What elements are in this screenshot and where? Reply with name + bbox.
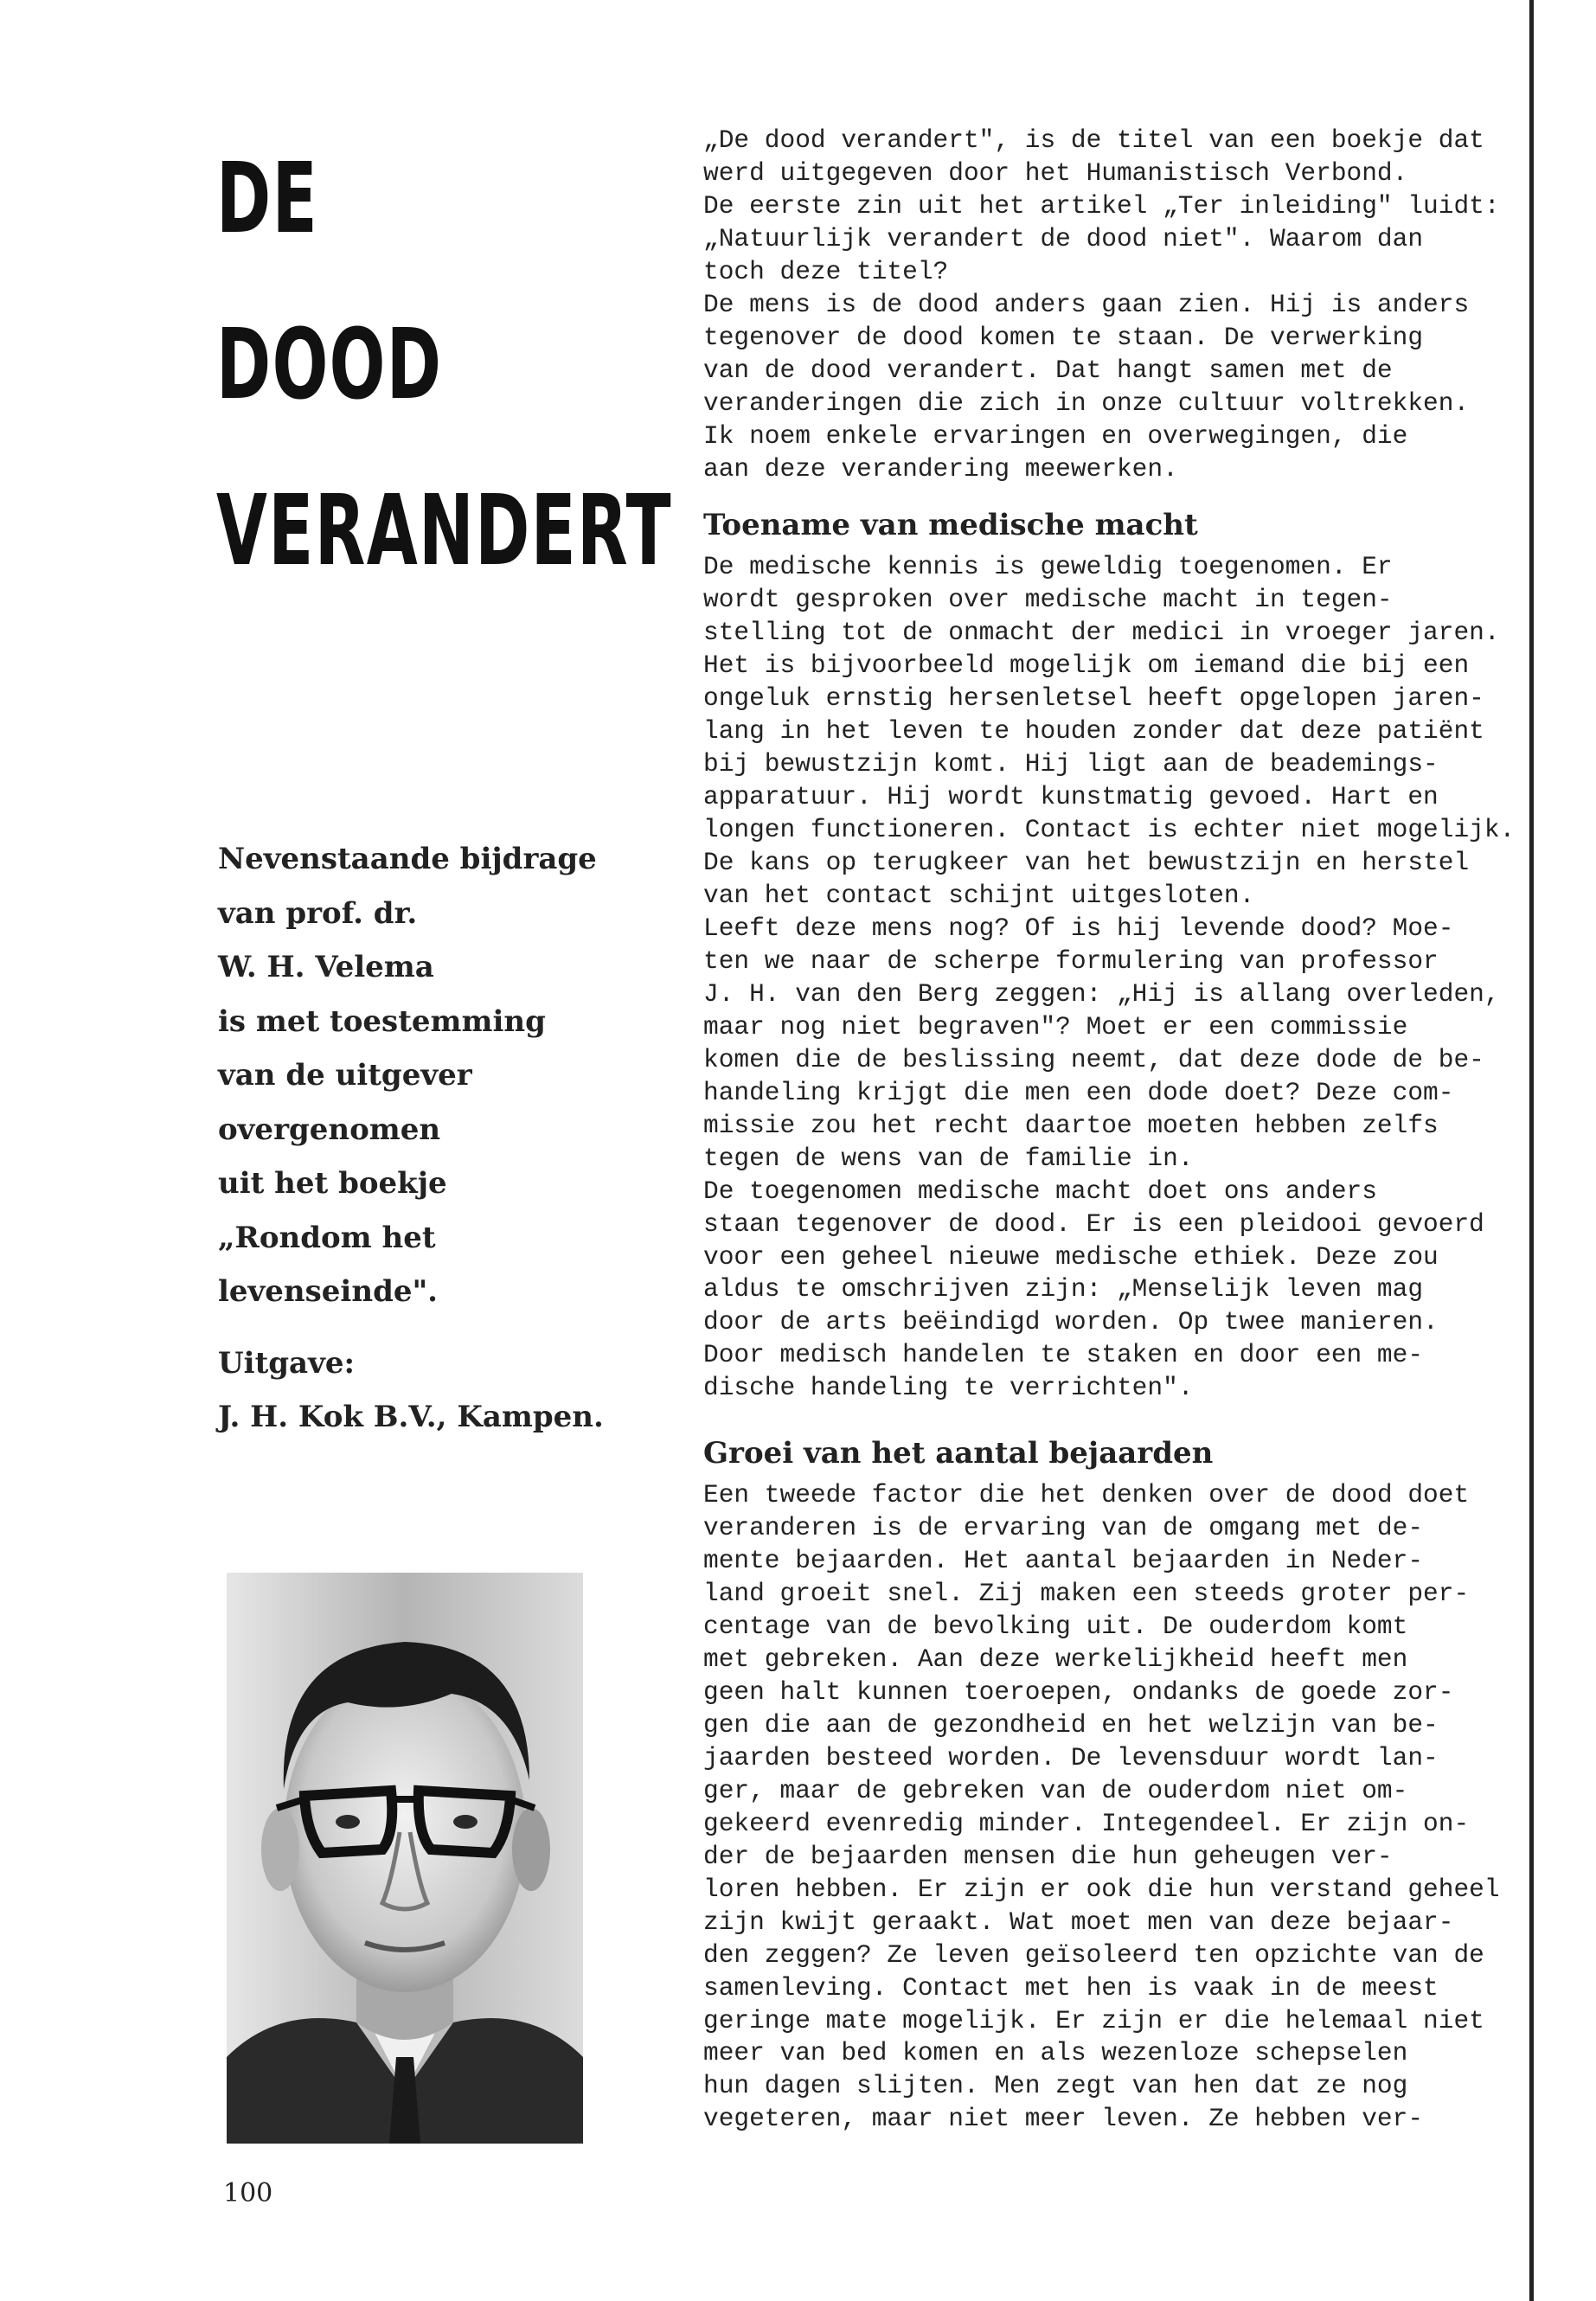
text-line: veranderingen die zich in onze cultuur voltrekken. — [703, 388, 1470, 418]
text-line: stelling tot de onmacht der medici in vroeger jaren. — [703, 618, 1500, 648]
text-line: aldus te omschrijven zijn: „Menselijk leven mag — [703, 1274, 1424, 1304]
text-line: komen die de beslissing neemt, dat deze dode de be- — [703, 1044, 1484, 1074]
text-line: zijn kwijt geraakt. Wat moet men van deze bejaar- — [703, 1907, 1454, 1937]
publisher-name: J. H. Kok B.V., Kampen. — [218, 1400, 604, 1434]
text-line: De toegenomen medische macht doet ons anders — [703, 1176, 1377, 1206]
text-line: missie zou het recht daartoe moeten hebben zelfs — [703, 1110, 1439, 1140]
intro-line: van de uitgever — [218, 1058, 472, 1093]
text-line: centage van de bevolking uit. De ouderdom komt — [703, 1612, 1408, 1642]
text-line: J. H. van den Berg zeggen: „Hij is allang overleden, — [703, 978, 1500, 1009]
text-line: vegeteren, maar niet meer leven. Ze hebben ver- — [703, 2104, 1424, 2134]
text-line: van het contact schijnt uitgesloten. — [703, 881, 1255, 911]
text-line: handeling krijgt die men een dode doet? Deze com- — [703, 1077, 1454, 1107]
text-line: De medische kennis is geweldig toegenomen. Er — [703, 552, 1393, 582]
text-line: De eerste zin uit het artikel „Ter inleiding" luidt: — [703, 190, 1500, 221]
text-line: aan deze verandering meewerken. — [703, 453, 1178, 484]
article-title — [216, 138, 672, 592]
text-line: hun dagen slijten. Men zegt van hen dat ze nog — [703, 2071, 1408, 2101]
text-line: loren hebben. Er zijn er ook die hun verstand geheel — [703, 1874, 1500, 1904]
text-line: bij bewustzijn komt. Hij ligt aan de beademings- — [703, 749, 1439, 779]
title-line-1: DE — [216, 143, 318, 255]
text-line: Ik noem enkele ervaringen en overwegingen, die — [703, 420, 1408, 451]
intro-line: is met toestemming — [218, 1003, 546, 1039]
intro-line: overgenomen — [218, 1112, 441, 1147]
section-heading-elderly-growth: Groei van het aantal bejaarden — [703, 1436, 1214, 1471]
text-line: geringe mate mogelijk. Er zijn er die helemaal niet — [703, 2005, 1484, 2035]
intro-line: van prof. dr. — [218, 895, 418, 931]
text-line: met gebreken. Aan deze werkelijkheid heeft men — [703, 1644, 1408, 1675]
text-line: tegen de wens van de familie in. — [703, 1143, 1194, 1173]
text-line: apparatuur. Hij wordt kunstmatig gevoed. Hart en — [703, 782, 1439, 812]
text-line: ger, maar de gebreken van de ouderdom niet om- — [703, 1775, 1408, 1805]
text-line: wordt gesproken over medische macht in tegen- — [703, 585, 1393, 615]
text-line: van de dood verandert. Dat hangt samen met de — [703, 355, 1393, 385]
intro-line: W. H. Velema — [218, 950, 434, 984]
intro-line: Nevenstaande bijdrage — [218, 842, 597, 876]
text-line: Door medisch handelen te staken en door een me- — [703, 1340, 1424, 1370]
text-line: „Natuurlijk verandert de dood niet". Waarom dan — [703, 223, 1424, 253]
page-number: 100 — [223, 2178, 273, 2208]
author-photo — [227, 1573, 583, 2144]
text-line: tegenover de dood komen te staan. De verwerking — [703, 322, 1424, 352]
text-line: longen functioneren. Contact is echter niet mogelijk. — [703, 815, 1516, 845]
text-line: Een tweede factor die het denken over de dood doet — [703, 1480, 1470, 1510]
publisher-label: Uitgave: — [218, 1345, 356, 1381]
section-heading-medical-power: Toename van medische macht — [703, 508, 1198, 543]
text-line: staan tegenover de dood. Er is een pleidooi gevoerd — [703, 1208, 1484, 1239]
text-line: dische handeling te verrichten". — [703, 1373, 1194, 1403]
text-line: maar nog niet begraven"? Moet er een commissie — [703, 1011, 1408, 1042]
text-line: werd uitgegeven door het Humanistisch Verbond. — [703, 157, 1408, 188]
text-line: geen halt kunnen toeroepen, ondanks de goede zor- — [703, 1676, 1454, 1707]
text-line: Het is bijvoorbeeld mogelijk om iemand die bij een — [703, 651, 1470, 681]
text-line: De kans op terugkeer van het bewustzijn en herstel — [703, 848, 1470, 878]
title-line-2: DOOD — [216, 309, 443, 421]
intro-note — [218, 832, 668, 1445]
text-line: der de bejaarden mensen die hun geheugen ver- — [703, 1841, 1393, 1871]
section-medical-power — [703, 551, 1516, 1405]
text-line: gekeerd evenredig minder. Integendeel. Er zijn on- — [703, 1808, 1470, 1838]
text-line: voor een geheel nieuwe medische ethiek. Deze zou — [703, 1241, 1439, 1272]
text-line: land groeit snel. Zij maken een steeds groter per- — [703, 1579, 1470, 1609]
text-line: gen die aan de gezondheid en het welzijn van be- — [703, 1709, 1439, 1740]
paragraph-intro — [703, 125, 1500, 485]
text-line: den zeggen? Ze leven geïsoleerd ten opzichte van de — [703, 1939, 1484, 1970]
intro-line: uit het boekje — [218, 1166, 447, 1201]
text-line: lang in het leven te houden zonder dat deze patiënt — [703, 716, 1484, 747]
text-line: De mens is de dood anders gaan zien. Hij is anders — [703, 289, 1470, 319]
text-line: toch deze titel? — [703, 256, 949, 286]
text-line: door de arts beëindigd worden. Op twee manieren. — [703, 1307, 1439, 1337]
text-line: Leeft deze mens nog? Of is hij levende dood? Moe- — [703, 913, 1454, 943]
text-line: jaarden besteed worden. De levensduur wordt lan- — [703, 1742, 1439, 1772]
article-body — [703, 125, 1516, 2136]
title-line-3: VERANDERT — [216, 475, 672, 587]
text-line: „De dood verandert", is de titel van een boekje dat — [703, 125, 1484, 155]
section-elderly-growth — [703, 1479, 1500, 2136]
text-line: ongeluk ernstig hersenletsel heeft opgelopen jaren- — [703, 683, 1484, 714]
text-line: ten we naar de scherpe formulering van professor — [703, 945, 1439, 976]
text-line: veranderen is de ervaring van de omgang met de- — [703, 1513, 1424, 1543]
intro-line: „Rondom het — [218, 1220, 436, 1255]
text-line: meer van bed komen en als wezenloze schepselen — [703, 2038, 1408, 2068]
page-edge-line — [1529, 0, 1534, 2301]
text-line: samenleving. Contact met hen is vaak in de meest — [703, 1972, 1439, 2003]
intro-line: levenseinde". — [218, 1274, 439, 1309]
text-line: mente bejaarden. Het aantal bejaarden in Neder- — [703, 1546, 1424, 1576]
